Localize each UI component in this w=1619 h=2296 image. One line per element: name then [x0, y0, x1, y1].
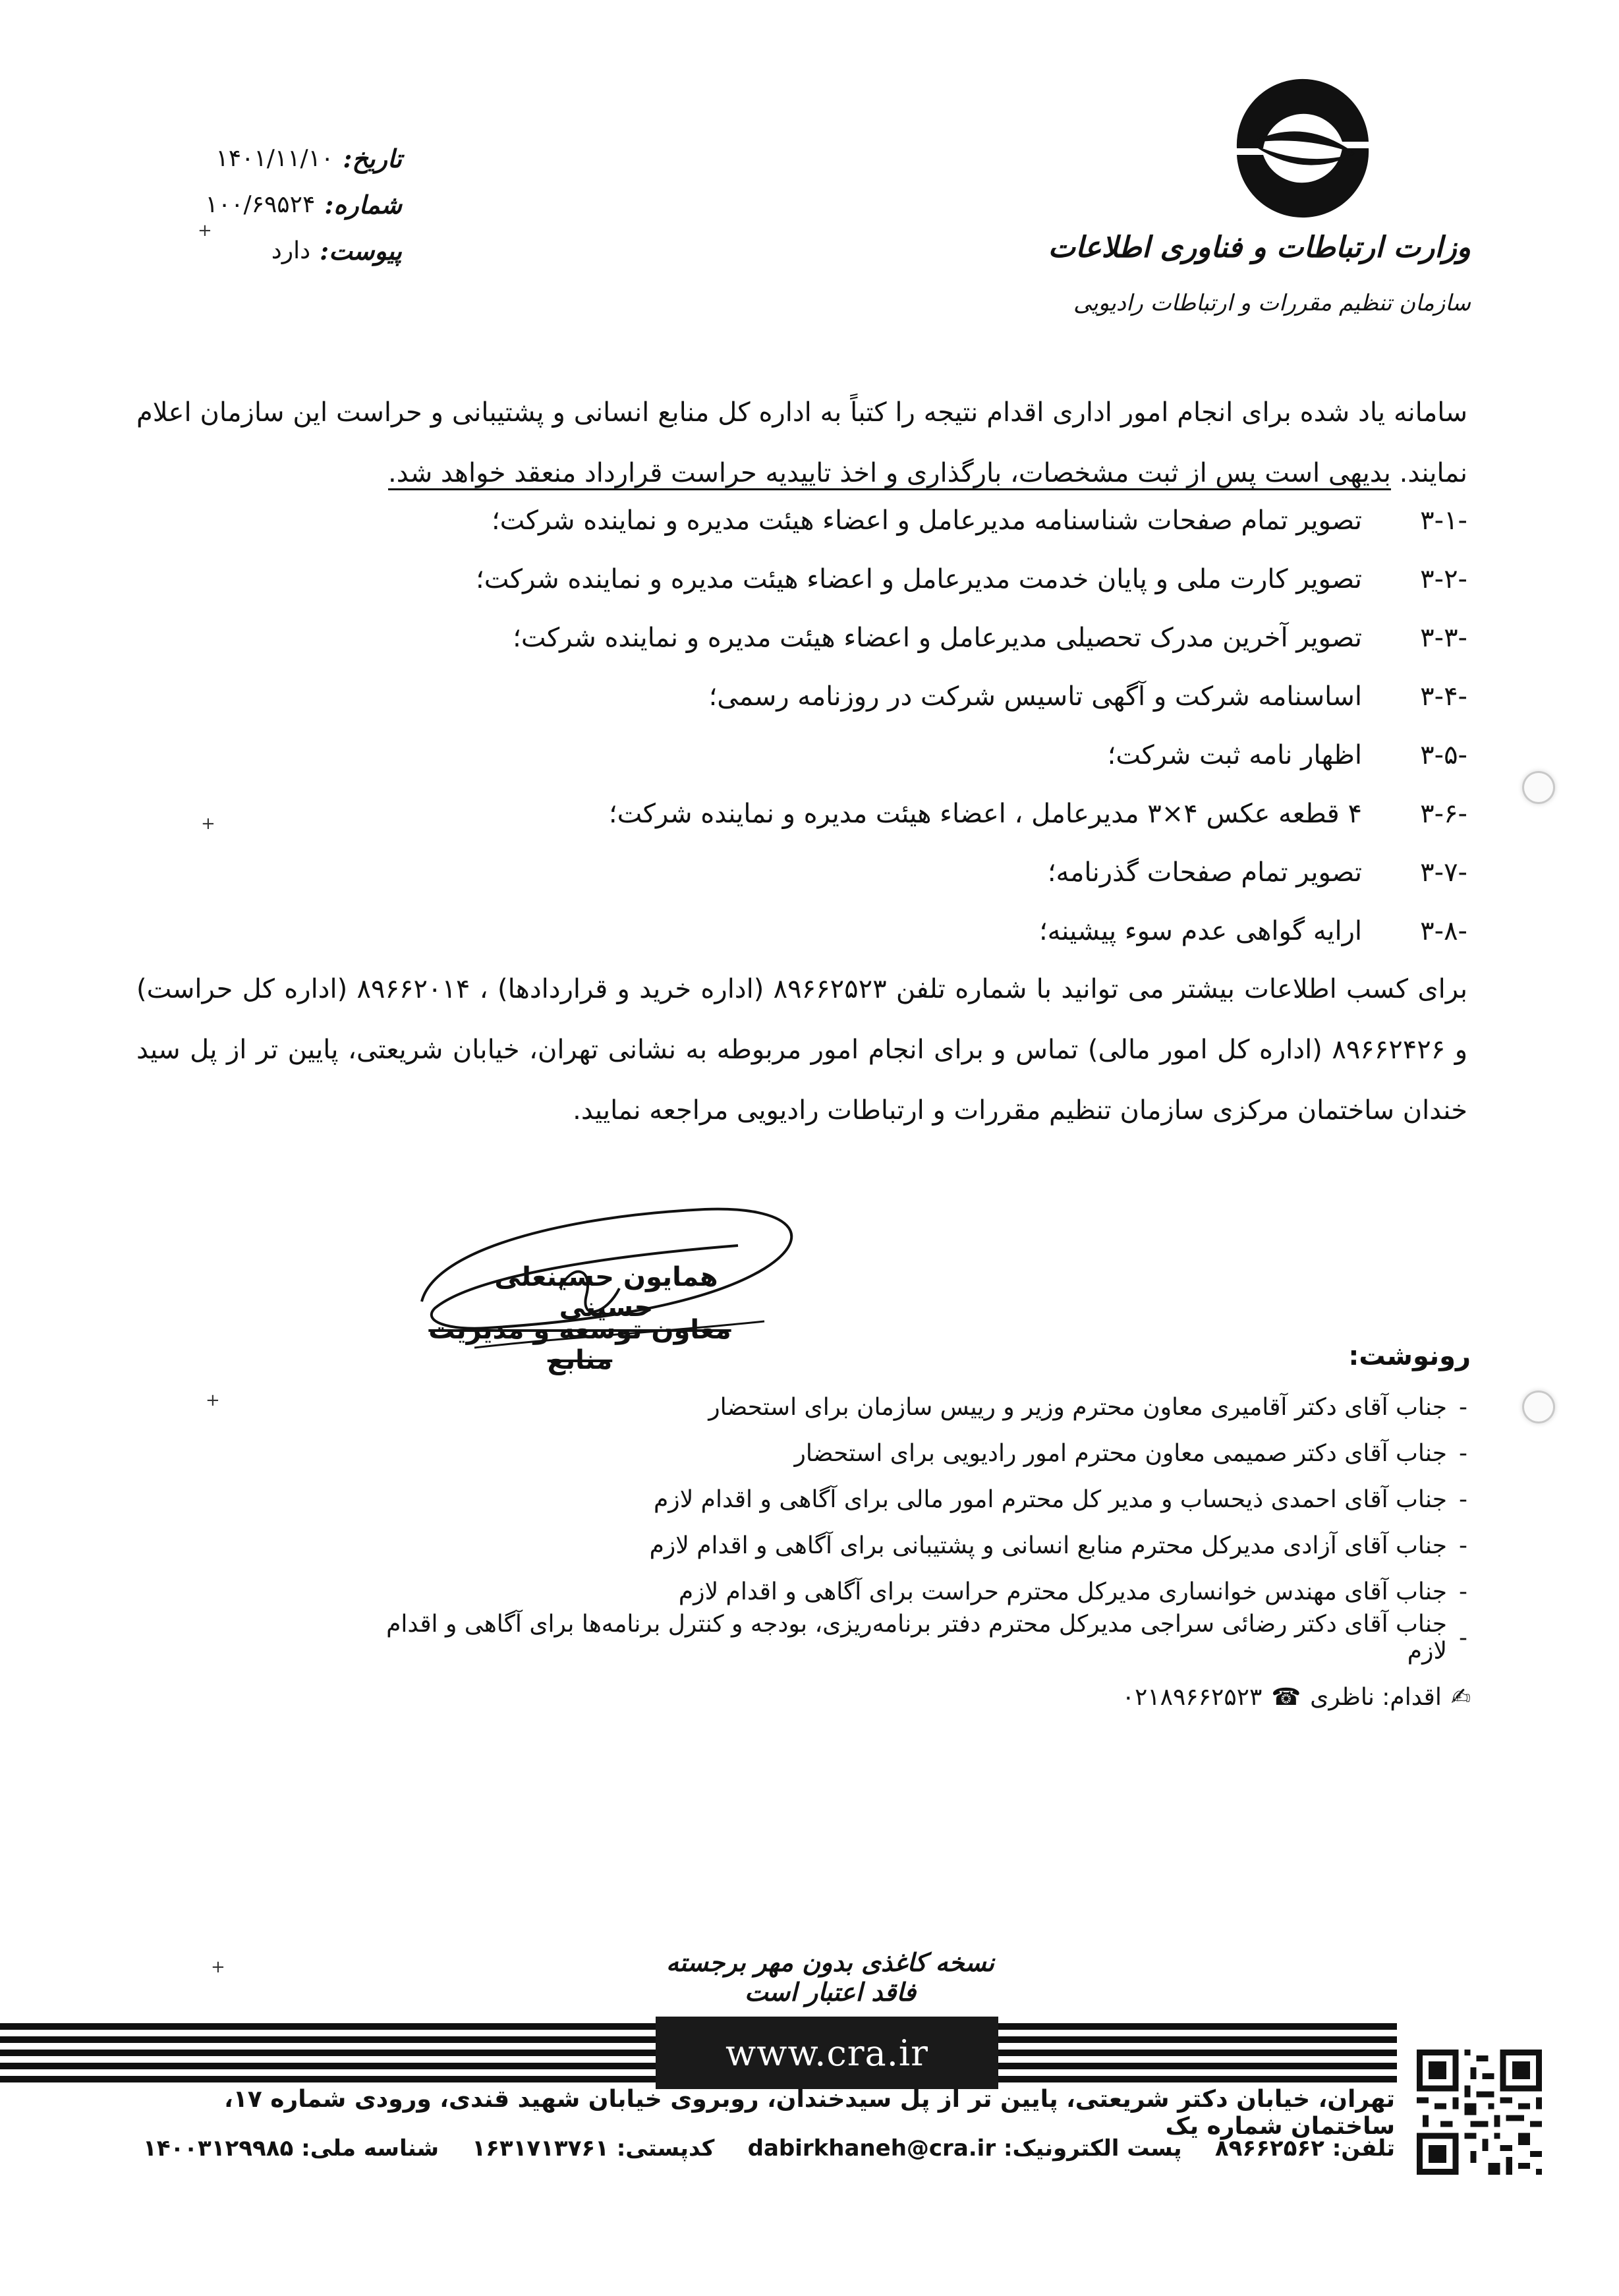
item-text: ارایه گواهی عدم سوء پیشینه؛ [1038, 915, 1362, 946]
requirements-list [117, 491, 1467, 960]
item-number: ۳-۱- [1420, 505, 1467, 536]
date-value: ۱۴۰۱/۱۱/۱۰ [215, 144, 334, 172]
signatory-title: معاون توسعه و مدیریت منابع [428, 1315, 731, 1375]
action-phone: ۰۲۱۸۹۶۶۲۵۲۳ [1122, 1684, 1263, 1711]
list-item [117, 784, 1467, 843]
item-text: ۴ قطعه عکس ۴×۳ مدیرعامل ، اعضاء هیئت مدیره و نماینده شرکت؛ [608, 798, 1362, 829]
item-text: تصویر تمام صفحات شناسنامه مدیرعامل و اعضاء هیئت مدیره و نماینده شرکت؛ [491, 505, 1362, 536]
cc-item-text: جناب آقای احمدی ذیحساب و مدیر کل محترم امور مالی برای آگاهی و اقدام لازم [654, 1485, 1447, 1513]
footer-email [748, 2135, 1182, 2162]
item-number: ۳-۲- [1420, 563, 1467, 594]
item-number: ۳-۶- [1420, 798, 1467, 829]
footer-national-id [143, 2135, 439, 2162]
letter-meta [185, 135, 402, 273]
phone-icon: ☎ [1271, 1684, 1301, 1711]
punch-hole [1522, 771, 1555, 804]
postal-label: کدپستی: [616, 2135, 715, 2162]
footer-contact-line [143, 2135, 1395, 2162]
qr-code-icon [1417, 2050, 1542, 2175]
email-value[interactable]: dabirkhaneh@cra.ir [747, 2135, 996, 2162]
list-item [117, 902, 1467, 960]
email-label: پست الکترونیک: [1003, 2135, 1182, 2162]
attachment-value: دارد [271, 237, 311, 264]
item-number: ۳-۷- [1420, 857, 1467, 888]
item-text: تصویر تمام صفحات گذرنامه؛ [1047, 857, 1362, 888]
cc-item: - جناب آقای دکتر رضائی سراجی مدیرکل محترم دفتر برنامه‌ریزی، بودجه و کنترل برنامه‌ها برای آگاهی و اقدام لازم [347, 1615, 1467, 1661]
date-row [185, 135, 402, 181]
item-text: تصویر آخرین مدرک تحصیلی مدیرعامل و اعضاء هیئت مدیره و نماینده شرکت؛ [513, 622, 1362, 653]
national-id-label: شناسه ملی: [301, 2135, 440, 2162]
intro-text: سامانه یاد شده برای انجام امور اداری اقدام نتیجه را کتباً به اداره کل منابع انسانی و پشتیبانی و حراست این سازمان اعلام نمایند. [136, 397, 1467, 488]
list-item [117, 667, 1467, 726]
item-number: ۳-۳- [1420, 622, 1467, 653]
phone-value: ۸۹۶۶۲۵۶۲ [1214, 2135, 1324, 2162]
organization-name: سازمان تنظیم مقررات و ارتباطات رادیویی [1073, 290, 1471, 316]
cc-item: - جناب آقای دکتر آقامیری معاون محترم وزیر و رییس سازمان برای استحضار [708, 1393, 1467, 1421]
action-label: اقدام: ناظری [1310, 1684, 1442, 1711]
ministry-name: وزارت ارتباطات و فناوری اطلاعات [1048, 231, 1471, 264]
intro-underlined-text: بدیهی است پس از ثبت مشخصات، بارگذاری و اخذ تاییدیه حراست قرارداد منعقد خواهد شد. [388, 458, 1391, 490]
postal-value: ۱۶۳۱۷۱۳۷۶۱ [472, 2135, 609, 2162]
pen-icon: ✍ [1450, 1684, 1471, 1711]
cra-logo-icon [1210, 69, 1395, 227]
cc-item: - جناب آقای مهندس خوانساری مدیرکل محترم حراست برای آگاهی و اقدام لازم [678, 1578, 1467, 1605]
item-text: اظهار نامه ثبت شرکت؛ [1107, 739, 1362, 770]
footer-phone [1215, 2135, 1395, 2162]
cc-item-text: جناب آقای دکتر رضائی سراجی مدیرکل محترم دفتر برنامه‌ریزی، بودجه و کنترل برنامه‌ها برای آگاهی و اقدام لازم [386, 1611, 1447, 1665]
validity-note: نسخه کاغذی بدون مهر برجسته فاقد اعتبار است [666, 1947, 994, 2007]
punch-hole [1522, 1391, 1555, 1423]
cc-item-text: جناب آقای مهندس خوانساری مدیرکل محترم حراست برای آگاهی و اقدام لازم [678, 1578, 1447, 1605]
cc-item: - جناب آقای آزادی مدیرکل محترم منابع انسانی و پشتیبانی برای آگاهی و اقدام لازم [649, 1532, 1467, 1559]
cc-list [347, 1384, 1467, 1665]
number-row [185, 181, 402, 227]
action-line [1122, 1684, 1471, 1711]
registration-mark-icon: + [201, 814, 215, 834]
attachment-label: پیوست: [320, 235, 402, 266]
item-number: ۳-۴- [1420, 681, 1467, 712]
list-item [117, 726, 1467, 784]
footer-postal [472, 2135, 714, 2162]
cc-item: - جناب آقای احمدی ذیحساب و مدیر کل محترم امور مالی برای آگاهی و اقدام لازم [654, 1485, 1467, 1513]
item-number: ۳-۵- [1420, 739, 1467, 770]
cc-item: - جناب آقای دکتر صمیمی معاون محترم امور رادیویی برای استحضار [794, 1439, 1467, 1467]
website-link[interactable] [656, 2017, 998, 2089]
registration-mark-icon: + [211, 1957, 225, 1977]
footer-address: تهران، خیابان دکتر شریعتی، پایین تر از پل سیدخندان، روبروی خیابان شهید قندی، ورودی شماره ۱۷، ساختمان شماره یک [224, 2086, 1395, 2140]
list-item [117, 550, 1467, 608]
contact-paragraph: برای کسب اطلاعات بیشتر می توانید با شماره تلفن ۸۹۶۶۲۵۲۳ (اداره خرید و قراردادها) ، ۸۹۶۶۲۰۱۴ (اداره کل حراست) و ۸۹۶۶۲۴۲۶ (اداره کل امور مالی) تماس و برای انجام امور مربوطه به نشانی تهران، خیابان شریعتی، پایین تر از پل سید خندان ساختمان مرکزی سازمان تنظیم مقررات و ارتباطات رادیویی مراجعه نمایید. [136, 974, 1468, 1126]
list-item [117, 491, 1467, 550]
number-label: شماره: [324, 189, 402, 219]
registration-mark-icon: + [206, 1391, 220, 1410]
number-value: ۱۰۰/۶۹۵۲۴ [205, 190, 316, 218]
list-item [117, 843, 1467, 902]
cc-title: رونوشت: [1348, 1341, 1471, 1371]
item-text: تصویر کارت ملی و پایان خدمت مدیرعامل و اعضاء هیئت مدیره و نماینده شرکت؛ [476, 563, 1362, 594]
item-text: اساسنامه شرکت و آگهی تاسیس شرکت در روزنامه رسمی؛ [708, 681, 1362, 712]
cc-item-text: جناب آقای آزادی مدیرکل محترم منابع انسانی و پشتیبانی برای آگاهی و اقدام لازم [649, 1532, 1447, 1559]
list-item [117, 608, 1467, 667]
item-number: ۳-۸- [1420, 915, 1467, 946]
cc-item-text: جناب آقای دکتر آقامیری معاون محترم وزیر و رییس سازمان برای استحضار [708, 1393, 1447, 1421]
phone-label: تلفن: [1332, 2135, 1395, 2162]
date-label: تاریخ: [343, 143, 402, 173]
cc-item-text: جناب آقای دکتر صمیمی معاون محترم امور رادیویی برای استحضار [794, 1439, 1447, 1467]
signatory-name: همایون حسینعلی حسینی [494, 1262, 718, 1323]
website-text: www.cra.ir [725, 2032, 928, 2074]
national-id-value: ۱۴۰۰۳۱۲۹۹۸۵ [143, 2135, 294, 2162]
attachment-row [185, 227, 402, 273]
registration-mark-icon: + [198, 221, 212, 241]
intro-paragraph [136, 382, 1467, 503]
